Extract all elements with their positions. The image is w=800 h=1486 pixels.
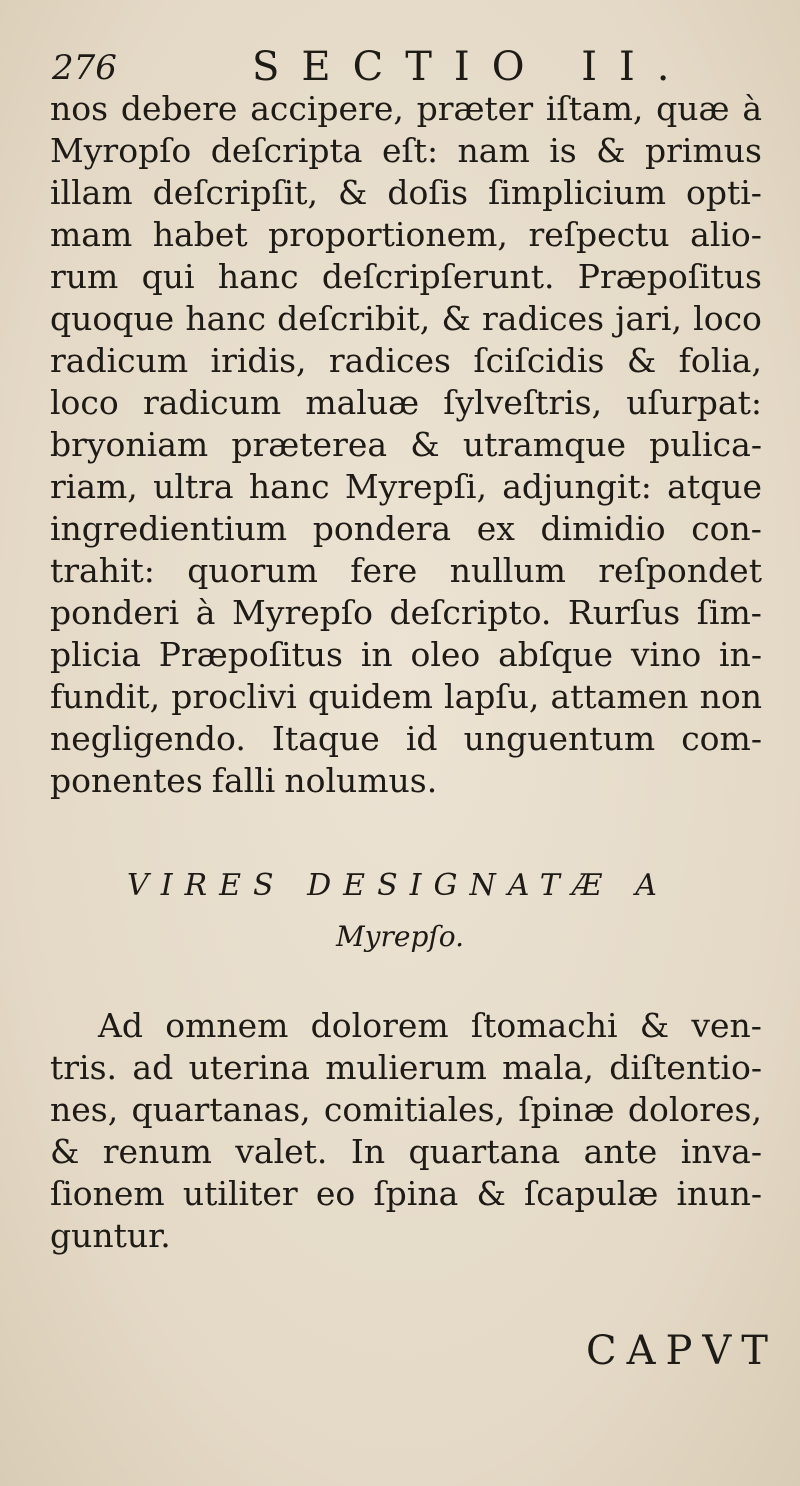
text-line: ſionem utiliter eo ſpina & ſcapulæ inun- xyxy=(50,1174,762,1213)
text-line: riam, ultra hanc Myrepſi, adjungit: atque xyxy=(50,467,762,506)
text-line: rum qui hanc deſcripſerunt. Præpoſitus xyxy=(50,257,762,296)
catchword: CAPVT xyxy=(586,1328,778,1374)
text-line: ponderi à Myrepſo deſcripto. Rurſus ſim- xyxy=(50,593,762,632)
page-header xyxy=(52,44,752,92)
section-title: SECTIO II. xyxy=(252,44,692,90)
page-number: 276 xyxy=(52,48,117,88)
text-line: guntur. xyxy=(50,1216,171,1255)
text-line: negligendo. Itaque id unguentum com- xyxy=(50,719,762,758)
text-line: nes, quartanas, comitiales, ſpinæ dolores, xyxy=(50,1090,762,1129)
text-line: ingredientium pondera ex dimidio con- xyxy=(50,509,762,548)
text-line: tris. ad uterina mulierum mala, diſtentio- xyxy=(50,1048,762,1087)
text-line: bryoniam præterea & utramque pulica- xyxy=(50,425,762,464)
text-line: trahit: quorum fere nullum reſpondet xyxy=(50,551,762,590)
text-line: mam habet proportionem, reſpectu alio- xyxy=(50,215,762,254)
text-line: & renum valet. In quartana ante inva- xyxy=(50,1132,762,1171)
text-line: Ad omnem dolorem ſtomachi & ven- xyxy=(98,1006,762,1045)
text-line: loco radicum maluæ ſylveſtris, uſurpat: xyxy=(50,383,762,422)
subheading: VIRES DESIGNATÆ A xyxy=(127,868,669,903)
text-line: nos debere accipere, præter iſtam, quæ à xyxy=(50,89,762,128)
text-line: quoque hanc deſcribit, & radices jari, loco xyxy=(50,299,762,338)
subheading-source: Myrepſo. xyxy=(336,920,464,953)
text-line: illam deſcripſit, & doſis ſimplicium opti- xyxy=(50,173,762,212)
text-line: ponentes falli nolumus. xyxy=(50,761,438,800)
text-line: fundit, proclivi quidem lapſu, attamen non xyxy=(50,677,762,716)
text-line: radicum iridis, radices ſciſcidis & folia, xyxy=(50,341,762,380)
text-line: plicia Præpoſitus in oleo abſque vino in- xyxy=(50,635,762,674)
text-line: Myropſo deſcripta eſt: nam is & primus xyxy=(50,131,762,170)
paragraph-2 xyxy=(50,1005,762,1257)
paragraph-1 xyxy=(50,88,762,802)
